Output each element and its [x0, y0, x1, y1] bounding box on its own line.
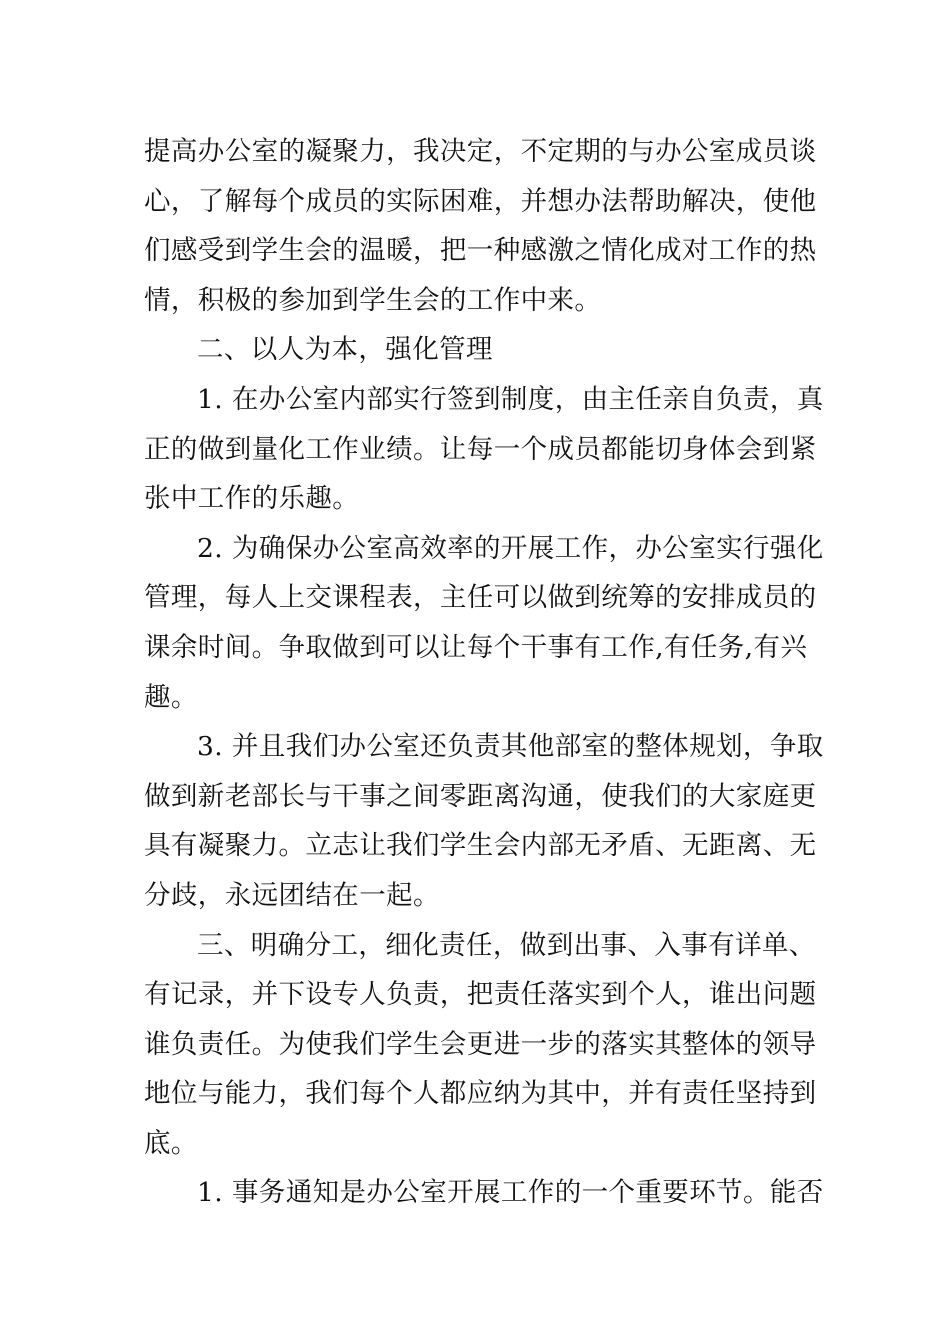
text-line: 有记录，并下设专人负责，把责任落实到个人，谁出问题	[144, 979, 817, 1011]
text-line: 课余时间。争取做到可以让每个干事有工作,有任务,有兴	[144, 631, 808, 663]
text-line: 1. 在办公室内部实行签到制度，由主任亲自负责，真	[197, 383, 824, 415]
text-line: 张中工作的乐趣。	[144, 483, 360, 515]
text-line: 谁负责任。为使我们学生会更进一步的落实其整体的领导	[144, 1028, 817, 1060]
text-line: 做到新老部长与干事之间零距离沟通，使我们的大家庭更	[144, 780, 817, 812]
section-heading: 三、明确分工，细化责任，做到出事、入事有详单、	[197, 929, 816, 961]
text-line: 正的做到量化工作业绩。让每一个成员都能切身体会到紧	[144, 433, 817, 465]
text-line: 们感受到学生会的温暖，把一种感激之情化成对工作的热	[144, 235, 817, 267]
section-heading: 二、以人为本，强化管理	[197, 334, 493, 366]
text-line: 趣。	[144, 681, 198, 713]
text-line: 具有凝聚力。立志让我们学生会内部无矛盾、无距离、无	[144, 830, 817, 862]
text-line: 情，积极的参加到学生会的工作中来。	[144, 284, 602, 316]
text-line: 3. 并且我们办公室还负责其他部室的整体规划，争取	[197, 731, 824, 763]
text-line: 提高办公室的凝聚力，我决定，不定期的与办公室成员谈	[144, 136, 817, 167]
document-body	[144, 127, 824, 1218]
text-line: 地位与能力，我们每个人都应纳为其中，并有责任坚持到	[144, 1078, 817, 1110]
text-line: 底。	[144, 1127, 198, 1159]
text-line: 管理，每人上交课程表，主任可以做到统筹的安排成员的	[144, 582, 817, 614]
text-line: 1. 事务通知是办公室开展工作的一个重要环节。能否	[197, 1177, 824, 1209]
text-line: 2. 为确保办公室高效率的开展工作，办公室实行强化	[197, 532, 824, 564]
text-line: 分歧，永远团结在一起。	[144, 879, 440, 911]
text-line: 心，了解每个成员的实际困难，并想办法帮助解决，使他	[144, 185, 817, 217]
